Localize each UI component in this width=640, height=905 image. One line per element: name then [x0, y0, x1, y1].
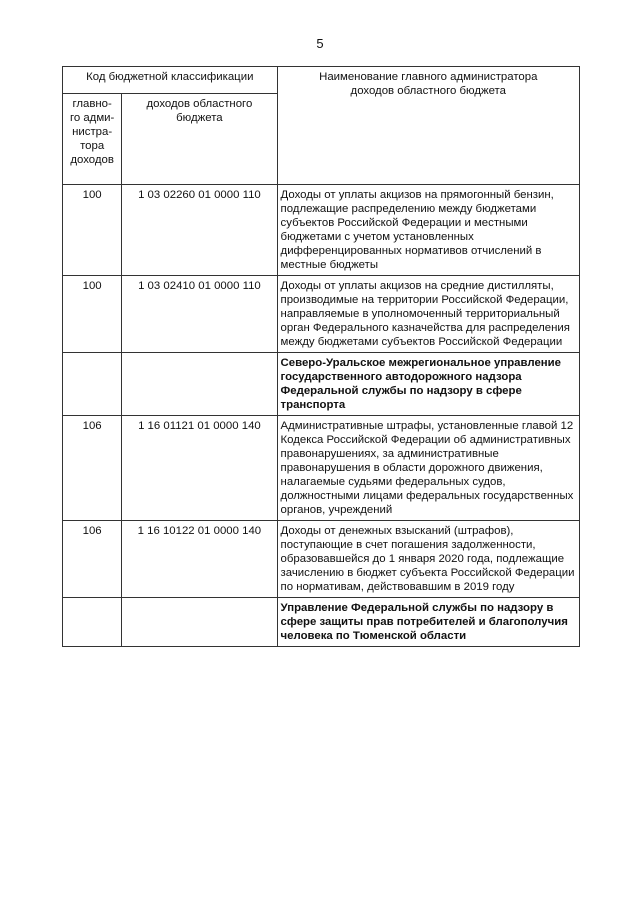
- budget-code-cell: [122, 353, 277, 416]
- income-name-cell: Доходы от уплаты акцизов на средние дистилляты, производимые на территории Российской Федерации, направляемые в уполномоченный территориальный орган Федерального казначейства для распределения между бюджетами субъектов Российской Федерации: [277, 276, 579, 353]
- budget-code-cell: [122, 598, 277, 647]
- header-regional-income: [122, 94, 277, 185]
- header-main-administrator: [63, 94, 122, 185]
- budget-code-cell: 1 03 02260 01 0000 110: [122, 185, 277, 276]
- income-name-cell: Доходы от денежных взысканий (штрафов), поступающие в счет погашения задолженности, образовавшейся до 1 января 2020 года, подлежащие зачислению в бюджет субъекта Российской Федерации по нормативам, действовавшим в 2019 году: [277, 521, 579, 598]
- header-administrator-name: [277, 67, 579, 185]
- admin-code-cell: [63, 598, 122, 647]
- income-name-cell: Доходы от уплаты акцизов на прямогонный бензин, подлежащие распределению между бюджетами субъектов Российской Федерации и местными бюджетами с учетом установленных дифференцированных нормативов отчислений в местные бюджеты: [277, 185, 579, 276]
- header-budget-code-group: Код бюджетной классификации: [63, 67, 278, 94]
- administrator-heading-cell: Управление Федеральной службы по надзору в сфере защиты прав потребителей и благополучия человека по Тюменской области: [277, 598, 579, 647]
- budget-code-cell: 1 16 10122 01 0000 140: [122, 521, 277, 598]
- table-row-administrator-heading: [63, 598, 580, 647]
- budget-classification-table: [62, 66, 580, 647]
- admin-code-cell: 100: [63, 185, 122, 276]
- header-regional-income-text: доходов областного бюджета: [146, 98, 253, 124]
- administrator-heading-cell: Северо-Уральское межрегиональное управление государственного автодорожного надзора Федеральной службы по надзору в сфере транспорта: [277, 353, 579, 416]
- table-header-row-top: [63, 67, 580, 94]
- page-number: 5: [316, 36, 324, 51]
- budget-code-cell: 1 03 02410 01 0000 110: [122, 276, 277, 353]
- table-row: [63, 185, 580, 276]
- header-main-administrator-text: главно- го адми- нистра- тора доходов: [69, 98, 115, 166]
- admin-code-cell: [63, 353, 122, 416]
- header-administrator-name-text: Наименование главного администратора доходов областного бюджета: [319, 71, 538, 97]
- admin-code-cell: 106: [63, 521, 122, 598]
- admin-code-cell: 100: [63, 276, 122, 353]
- table-row-administrator-heading: [63, 353, 580, 416]
- table-row: [63, 276, 580, 353]
- income-name-cell: Административные штрафы, установленные главой 12 Кодекса Российской Федерации об административных правонарушениях, за административные правонарушения в области дорожного движения, налагаемые судьями федеральных судов, должностными лицами федеральных государственных органов, учреждений: [277, 416, 579, 521]
- table-row: [63, 521, 580, 598]
- budget-code-cell: 1 16 01121 01 0000 140: [122, 416, 277, 521]
- table-row: [63, 416, 580, 521]
- admin-code-cell: 106: [63, 416, 122, 521]
